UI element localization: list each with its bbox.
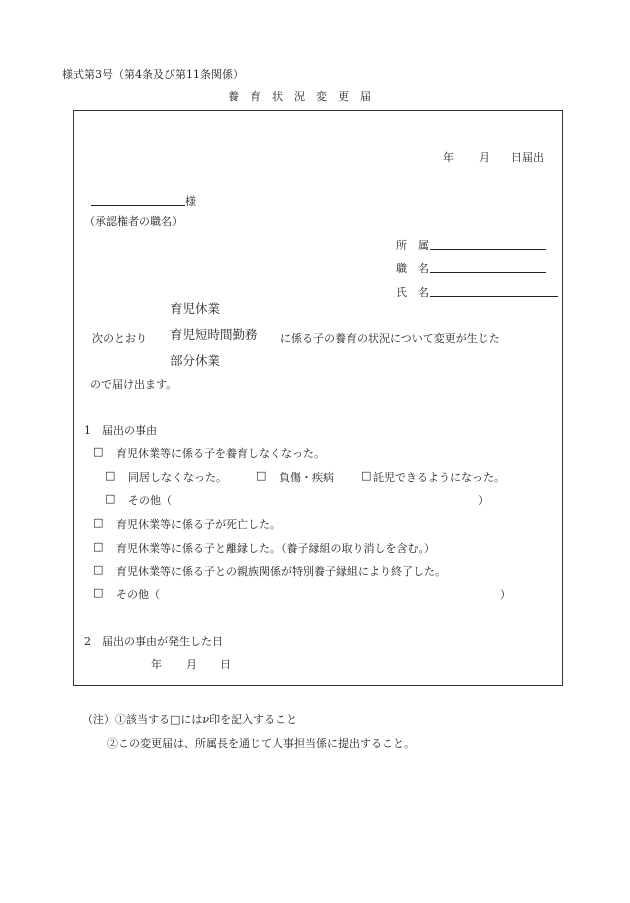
date-month-label: 月 xyxy=(479,151,490,164)
section1-heading: 1 届出の事由 xyxy=(84,424,157,437)
form-number: 様式第3号（第4条及び第11条関係） xyxy=(62,68,244,81)
notes-label: （注） xyxy=(82,713,115,726)
checkbox-dissolved-adoption[interactable]: □ xyxy=(93,540,104,553)
item-not-raising: 育児休業等に係る子を養育しなくなった。 xyxy=(116,447,325,460)
occurrence-year-label: 年 xyxy=(151,658,162,671)
checkbox-other[interactable]: □ xyxy=(93,586,104,599)
subitem-daycare-available: 託児できるようになった。 xyxy=(373,471,505,484)
checkbox-not-living-together[interactable]: □ xyxy=(105,469,116,482)
affiliation-label: 所 属 xyxy=(396,239,429,252)
date-day-label: 日届出 xyxy=(511,151,544,164)
name-label: 氏 名 xyxy=(396,286,429,299)
section2-heading: 2 届出の事由が発生した日 xyxy=(84,635,223,648)
affiliation-field[interactable] xyxy=(430,249,546,250)
note-1: ①該当する□には xyxy=(115,713,203,726)
position-label: 職 名 xyxy=(396,262,429,275)
checkbox-not-raising[interactable]: □ xyxy=(93,445,104,458)
statement-closing: ので届け出ます。 xyxy=(90,378,178,391)
statement-suffix: に係る子の養育の状況について変更が生じた xyxy=(280,332,500,345)
item-other-close-paren: ） xyxy=(500,588,511,601)
note-1-suffix: 印を記入すること xyxy=(209,713,298,726)
checkbox-sub-other[interactable]: □ xyxy=(105,492,116,505)
statement-prefix: 次のとおり xyxy=(92,332,147,345)
occurrence-month-label: 月 xyxy=(186,658,197,671)
item-child-died: 育児休業等に係る子が死亡した。 xyxy=(116,518,281,531)
name-field[interactable] xyxy=(430,296,558,297)
date-year-label: 年 xyxy=(443,151,454,164)
form-title: 養 育 状 況 変 更 届 xyxy=(228,90,371,103)
notes xyxy=(82,711,297,727)
addressee-field[interactable] xyxy=(91,205,185,206)
item-other: その他（ xyxy=(116,588,160,601)
subitem-injury-illness: 負傷・疾病 xyxy=(279,471,334,484)
position-field[interactable] xyxy=(430,272,546,273)
check-mark-icon: ν xyxy=(202,713,210,726)
subitem-not-living-together: 同居しなくなった。 xyxy=(128,471,227,484)
statement-option-short-hours: 育児短時間勤務 xyxy=(170,327,258,342)
note-2: ②この変更届は、所属長を通じて人事担当係に提出すること。 xyxy=(107,737,415,750)
item-dissolved-adoption: 育児休業等に係る子と離縁した。（養子縁組の取り消しを含む。） xyxy=(116,542,435,555)
subitem-other-close-paren: ） xyxy=(478,494,489,507)
addressee-honorific: 様 xyxy=(185,195,196,208)
statement-option-partial-leave: 部分休業 xyxy=(170,353,221,368)
statement-option-childcare-leave: 育児休業 xyxy=(170,301,221,316)
occurrence-day-label: 日 xyxy=(220,658,231,671)
checkbox-special-adoption[interactable]: □ xyxy=(93,563,104,576)
checkbox-daycare-available[interactable]: □ xyxy=(361,469,372,482)
item-special-adoption: 育児休業等に係る子との親族関係が特別養子縁組により終了した。 xyxy=(116,565,446,578)
checkbox-child-died[interactable]: □ xyxy=(93,516,104,529)
checkbox-injury-illness[interactable]: □ xyxy=(256,469,267,482)
addressee-caption: （承認権者の職名） xyxy=(84,215,183,228)
subitem-other: その他（ xyxy=(128,494,172,507)
